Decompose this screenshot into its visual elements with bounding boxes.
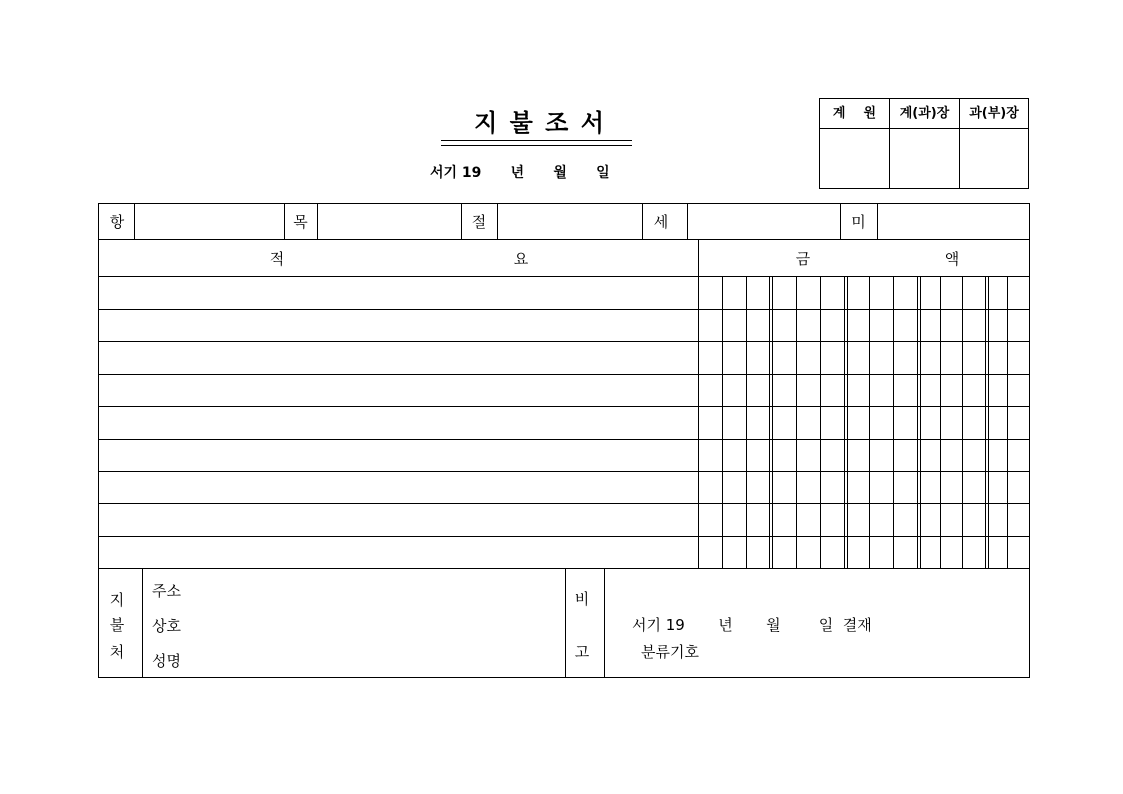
table-row — [98, 471, 1030, 472]
approval-header: 계 원 — [820, 99, 889, 129]
table-row — [98, 439, 1030, 440]
title-underline — [441, 140, 632, 141]
remarks-label-char: 고 — [574, 643, 590, 661]
person-name-label: 성명 — [152, 652, 181, 670]
table-row — [98, 309, 1030, 310]
table-row — [98, 374, 1030, 375]
amount-digit-divider — [769, 276, 770, 568]
classification-label: 분류기호 — [641, 643, 699, 661]
amount-digit-divider — [722, 276, 723, 568]
table-row — [98, 406, 1030, 407]
divider — [98, 239, 1030, 240]
budget-label-mi: 미 — [851, 213, 866, 231]
budget-label-se: 세 — [653, 213, 669, 231]
approval-header: 계(과)장 — [890, 99, 959, 129]
main-form-frame — [98, 203, 1030, 678]
business-name-label: 상호 — [152, 617, 181, 635]
date-line: 서기 19 년 월 일 — [430, 165, 610, 181]
payee-label-char: 지 — [109, 591, 125, 609]
divider — [687, 203, 688, 239]
divider — [604, 568, 605, 678]
amount-header-2: 액 — [944, 250, 960, 268]
approval-box — [819, 98, 1029, 189]
payee-label-char: 불 — [109, 616, 125, 634]
divider — [317, 203, 318, 239]
table-row — [98, 536, 1030, 537]
approval-column-department-head — [960, 99, 1028, 188]
amount-digit-divider — [940, 276, 941, 568]
address-label: 주소 — [152, 582, 181, 600]
payee-label-char: 처 — [109, 643, 125, 661]
budget-label-mok: 목 — [293, 213, 308, 231]
divider — [134, 203, 135, 239]
amount-digit-divider — [1007, 276, 1008, 568]
settlement-date-line: 서기 19 년 월 일 결재 — [632, 616, 872, 634]
amount-digit-divider — [988, 276, 989, 568]
amount-digit-divider — [820, 276, 821, 568]
table-row — [98, 503, 1030, 504]
amount-digit-divider — [893, 276, 894, 568]
amount-digit-divider — [746, 276, 747, 568]
amount-digit-divider — [847, 276, 848, 568]
divider — [142, 568, 143, 678]
document-title: 지 불 조 서 — [474, 109, 606, 137]
title-underline-double — [441, 145, 632, 146]
amount-digit-divider — [962, 276, 963, 568]
divider — [497, 203, 498, 239]
divider — [565, 568, 566, 678]
approval-header: 과(부)장 — [960, 99, 1028, 129]
table-row — [98, 341, 1030, 342]
divider — [98, 276, 1030, 277]
budget-label-jeol: 절 — [471, 213, 487, 231]
amount-digit-divider — [917, 276, 918, 568]
amount-digit-divider — [772, 276, 773, 568]
amount-digit-divider — [869, 276, 870, 568]
amount-digit-divider — [920, 276, 921, 568]
amount-digit-divider — [985, 276, 986, 568]
amount-header: 금 — [795, 250, 811, 268]
summary-header-2: 요 — [513, 250, 529, 268]
remarks-label-char: 비 — [574, 590, 590, 608]
amount-digit-divider — [844, 276, 845, 568]
budget-label-hang: 항 — [109, 213, 125, 231]
approval-column-clerk — [820, 99, 890, 188]
approval-column-section-chief — [890, 99, 960, 188]
summary-header: 적 — [269, 250, 285, 268]
summary-amount-divider — [698, 239, 699, 569]
divider — [877, 203, 878, 239]
table-row — [98, 568, 1030, 569]
amount-digit-divider — [796, 276, 797, 568]
